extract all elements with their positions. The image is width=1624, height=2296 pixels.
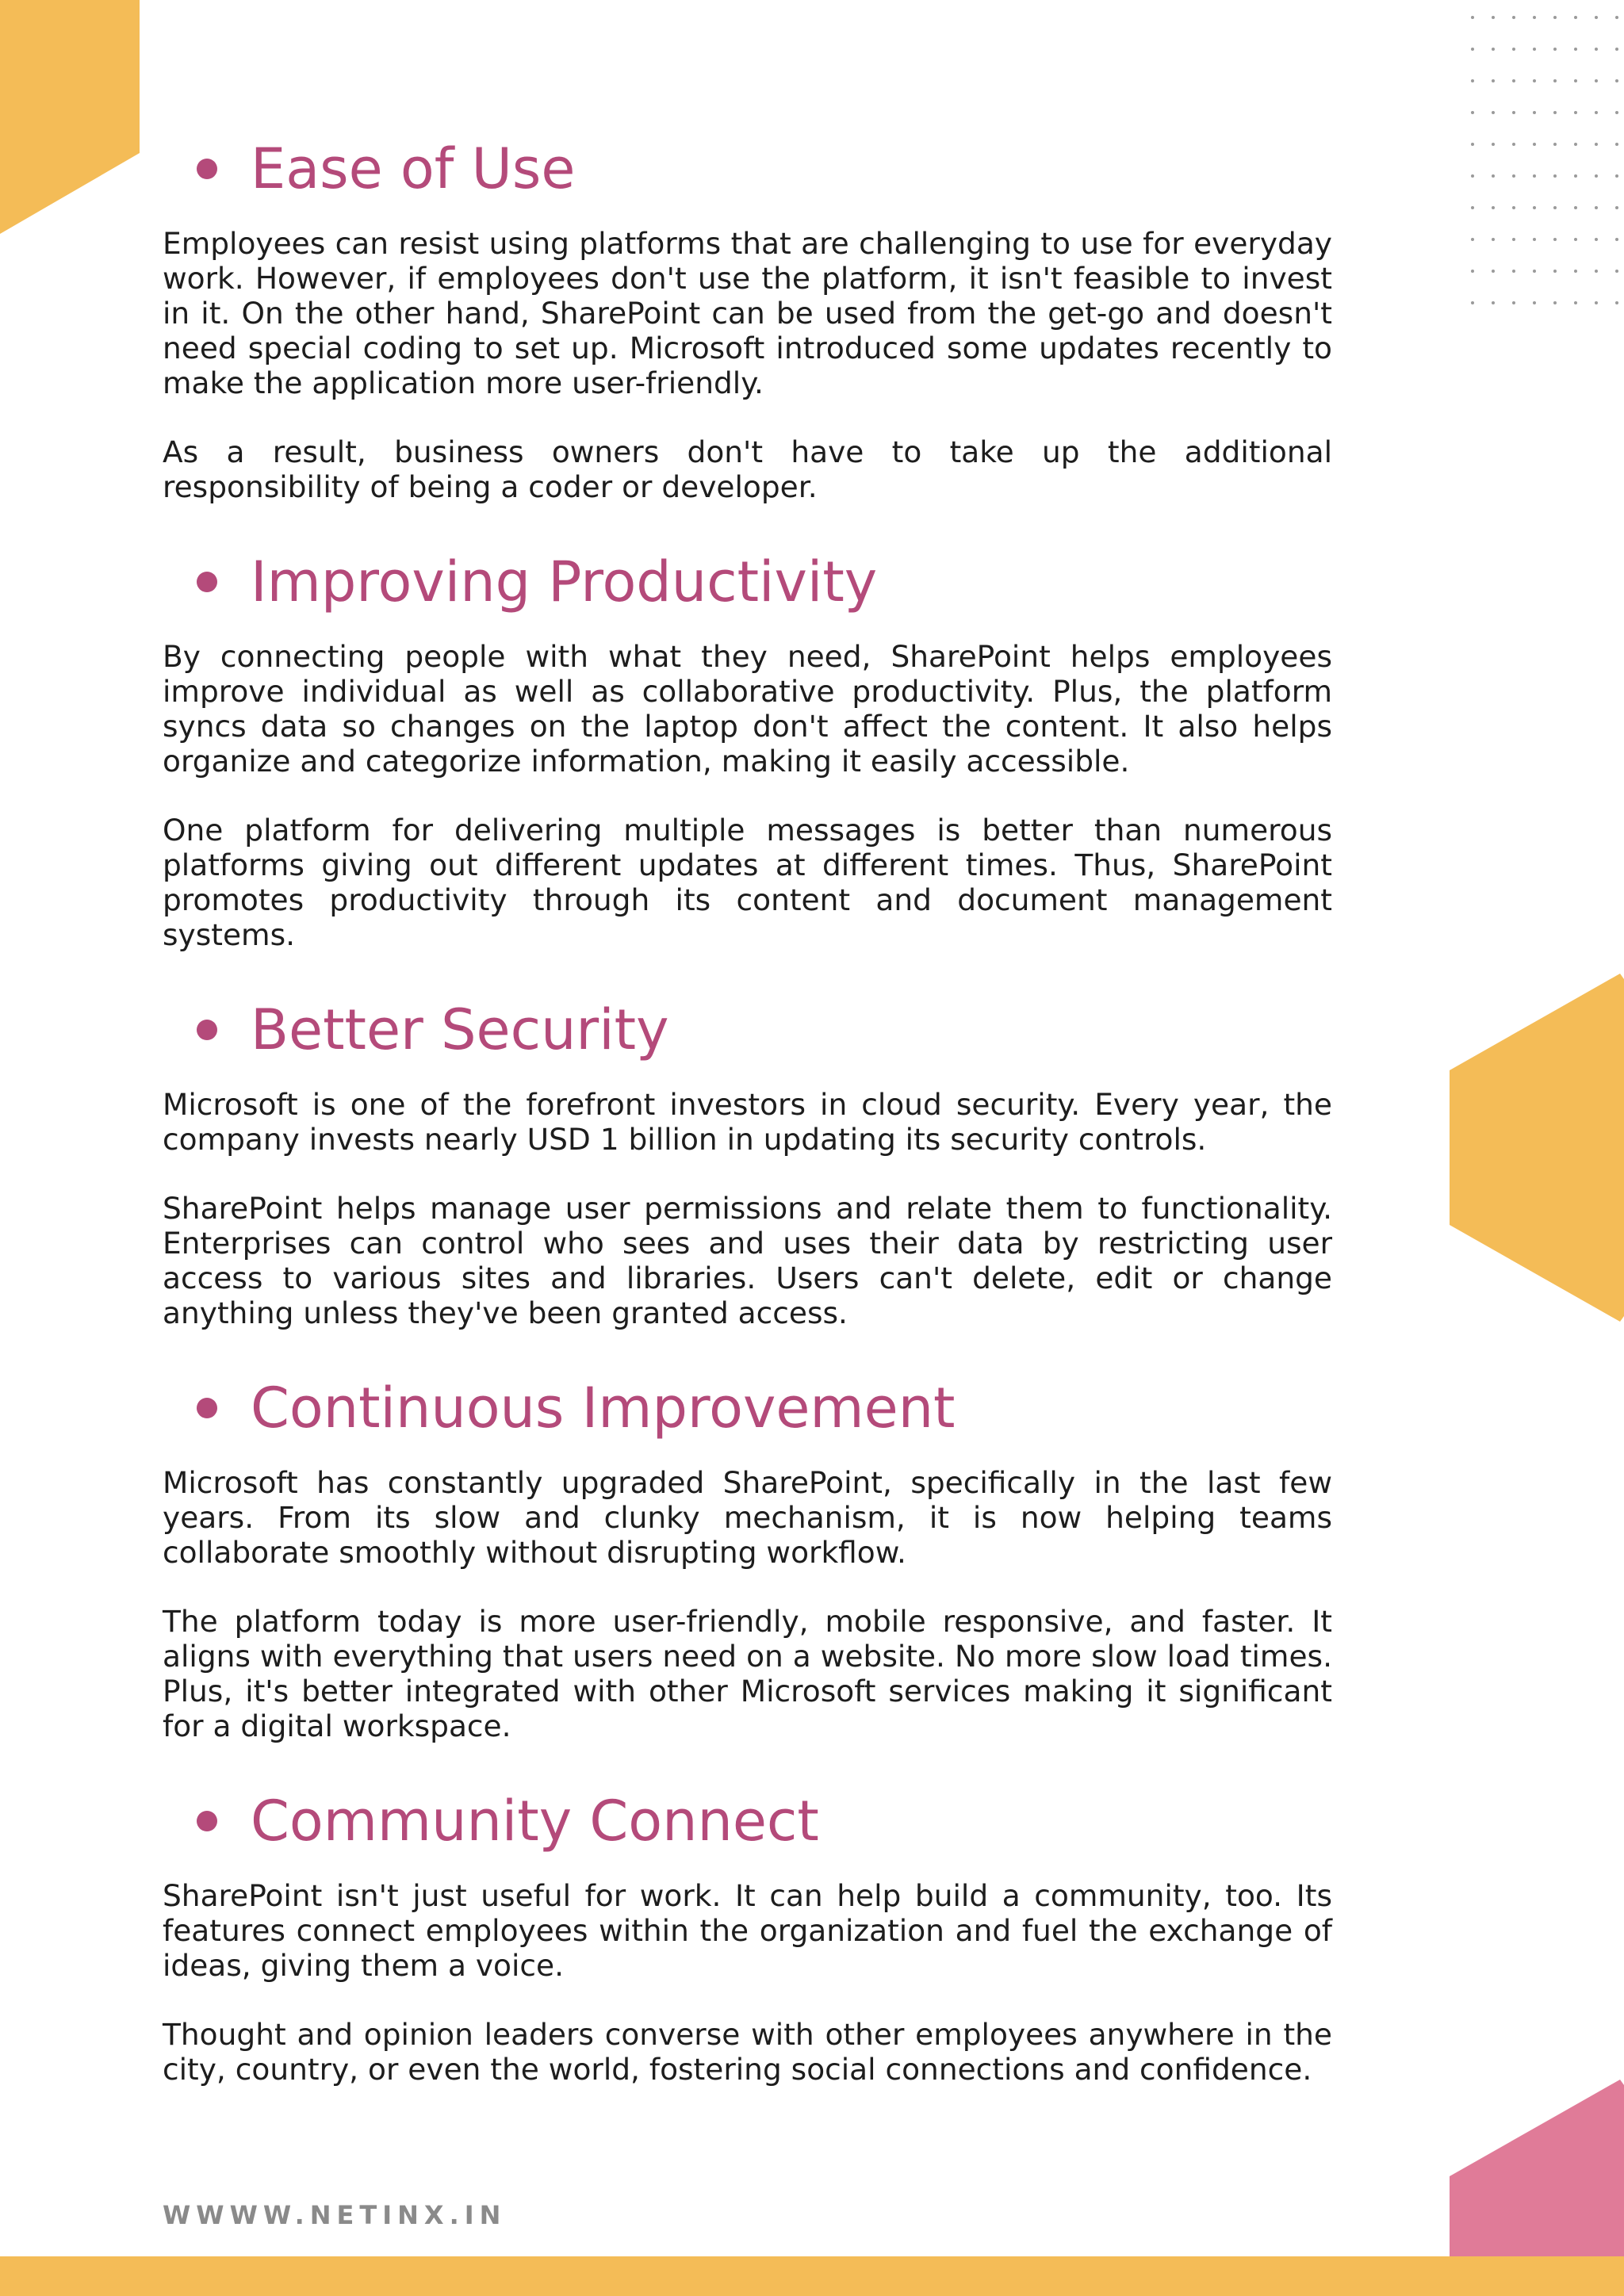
grid-dot xyxy=(1533,174,1536,178)
grid-dot xyxy=(1595,48,1598,51)
grid-dot xyxy=(1492,206,1495,209)
grid-dot xyxy=(1595,174,1598,178)
grid-dot xyxy=(1512,79,1515,82)
grid-dot xyxy=(1553,143,1557,146)
grid-dot xyxy=(1615,48,1618,51)
grid-dot xyxy=(1595,16,1598,19)
grid-dot xyxy=(1595,270,1598,273)
grid-dot xyxy=(1595,111,1598,114)
grid-dot xyxy=(1471,174,1474,178)
grid-dot xyxy=(1533,301,1536,304)
grid-dot xyxy=(1574,143,1577,146)
grid-dot xyxy=(1574,174,1577,178)
grid-dot xyxy=(1574,16,1577,19)
grid-dot xyxy=(1512,111,1515,114)
grid-dot xyxy=(1492,111,1495,114)
grid-dot xyxy=(1533,270,1536,273)
grid-dot xyxy=(1492,143,1495,146)
grid-dot xyxy=(1512,48,1515,51)
paragraph: Thought and opinion leaders converse with other employees anywhere in the city, country, or even the world, fostering social connections and confidence. xyxy=(163,2017,1332,2087)
grid-dot xyxy=(1595,301,1598,304)
grid-dot xyxy=(1615,238,1618,241)
grid-dot xyxy=(1533,206,1536,209)
grid-dot xyxy=(1615,270,1618,273)
grid-dot xyxy=(1553,301,1557,304)
decorative-hexagon-right xyxy=(1450,971,1624,1324)
grid-dot xyxy=(1615,111,1618,114)
grid-dot xyxy=(1492,79,1495,82)
section-heading xyxy=(163,1368,1332,1448)
section-better-security xyxy=(163,990,1332,1330)
section-heading xyxy=(163,1781,1332,1861)
grid-dot xyxy=(1471,143,1474,146)
grid-dot xyxy=(1492,16,1495,19)
bullet-icon xyxy=(197,1398,217,1418)
grid-dot xyxy=(1553,16,1557,19)
document-body xyxy=(163,129,1332,2125)
grid-dot xyxy=(1574,206,1577,209)
grid-dot xyxy=(1471,48,1474,51)
section-improving-productivity xyxy=(163,542,1332,952)
paragraph: One platform for delivering multiple messages is better than numerous platforms giving out different updates at different times. Thus, SharePoint promotes productivity through its content and document management systems. xyxy=(163,813,1332,952)
grid-dot xyxy=(1512,206,1515,209)
grid-dot xyxy=(1512,270,1515,273)
grid-dot xyxy=(1512,16,1515,19)
grid-dot xyxy=(1595,206,1598,209)
decorative-hexagon-top-left xyxy=(0,0,143,238)
grid-dot xyxy=(1574,270,1577,273)
heading-text: Ease of Use xyxy=(251,136,576,201)
section-ease-of-use xyxy=(163,129,1332,504)
section-heading xyxy=(163,990,1332,1070)
grid-dot xyxy=(1553,270,1557,273)
grid-dot xyxy=(1553,79,1557,82)
heading-text: Better Security xyxy=(251,997,669,1062)
paragraph: SharePoint isn't just useful for work. It can help build a community, too. Its features connect employees within the organization and fuel the exchange of ideas, giving them a voice. xyxy=(163,1878,1332,1983)
grid-dot xyxy=(1615,206,1618,209)
grid-dot xyxy=(1533,16,1536,19)
grid-dot xyxy=(1615,174,1618,178)
grid-dot xyxy=(1492,270,1495,273)
grid-dot xyxy=(1553,206,1557,209)
grid-dot xyxy=(1471,238,1474,241)
grid-dot xyxy=(1492,48,1495,51)
heading-text: Improving Productivity xyxy=(251,549,878,614)
bullet-icon xyxy=(197,572,217,592)
bullet-icon xyxy=(197,1811,217,1831)
grid-dot xyxy=(1615,79,1618,82)
grid-dot xyxy=(1512,238,1515,241)
grid-dot xyxy=(1512,174,1515,178)
grid-dot xyxy=(1615,301,1618,304)
paragraph: The platform today is more user-friendly, mobile responsive, and faster. It aligns with everything that users need on a website. No more slow load times. Plus, it's better integrated with other Microsoft services making it significant for a digital workspace. xyxy=(163,1604,1332,1743)
grid-dot xyxy=(1533,79,1536,82)
grid-dot xyxy=(1553,238,1557,241)
paragraph: Microsoft is one of the forefront investors in cloud security. Every year, the company invests nearly USD 1 billion in updating its security controls. xyxy=(163,1087,1332,1157)
paragraph: By connecting people with what they need, SharePoint helps employees improve individual as well as collaborative productivity. Plus, the platform syncs data so changes on the laptop don't affect the content. It also helps organize and categorize information, making it easily accessible. xyxy=(163,639,1332,779)
paragraph: Microsoft has constantly upgraded SharePoint, specifically in the last few years. From its slow and clunky mechanism, it is now helping teams collaborate smoothly without disrupting workflow. xyxy=(163,1465,1332,1570)
grid-dot xyxy=(1471,79,1474,82)
grid-dot xyxy=(1492,301,1495,304)
grid-dot xyxy=(1574,111,1577,114)
grid-dot xyxy=(1492,174,1495,178)
grid-dot xyxy=(1492,238,1495,241)
heading-text: Community Connect xyxy=(251,1789,819,1854)
grid-dot xyxy=(1471,301,1474,304)
website-link[interactable]: WWWW.NETINX.IN xyxy=(163,2200,507,2230)
grid-dot xyxy=(1512,301,1515,304)
grid-dot xyxy=(1615,143,1618,146)
grid-dot xyxy=(1595,79,1598,82)
grid-dot xyxy=(1533,143,1536,146)
grid-dot xyxy=(1533,111,1536,114)
grid-dot xyxy=(1533,238,1536,241)
paragraph: Employees can resist using platforms that are challenging to use for everyday work. However, if employees don't use the platform, it isn't feasible to invest in it. On the other hand, SharePoint can be used from the get-go and doesn't need special coding to set up. Microsoft introduced some updates recently to make the application more user-friendly. xyxy=(163,226,1332,400)
grid-dot xyxy=(1574,79,1577,82)
decorative-dot-grid xyxy=(1465,0,1624,325)
bullet-icon xyxy=(197,1020,217,1040)
grid-dot xyxy=(1553,48,1557,51)
grid-dot xyxy=(1471,111,1474,114)
section-continuous-improvement xyxy=(163,1368,1332,1743)
grid-dot xyxy=(1471,16,1474,19)
bullet-icon xyxy=(197,159,217,179)
grid-dot xyxy=(1615,16,1618,19)
grid-dot xyxy=(1533,48,1536,51)
paragraph: As a result, business owners don't have to take up the additional responsibility of being a coder or developer. xyxy=(163,434,1332,504)
grid-dot xyxy=(1471,270,1474,273)
grid-dot xyxy=(1553,111,1557,114)
grid-dot xyxy=(1595,238,1598,241)
paragraph: SharePoint helps manage user permissions and relate them to functionality. Enterprises can control who sees and uses their data by restricting user access to various sites and libraries. Users can't delete, edit or change anything unless they've been granted access. xyxy=(163,1191,1332,1330)
grid-dot xyxy=(1574,238,1577,241)
grid-dot xyxy=(1574,48,1577,51)
grid-dot xyxy=(1512,143,1515,146)
grid-dot xyxy=(1595,143,1598,146)
section-heading xyxy=(163,129,1332,209)
section-community-connect xyxy=(163,1781,1332,2087)
grid-dot xyxy=(1574,301,1577,304)
grid-dot xyxy=(1471,206,1474,209)
heading-text: Continuous Improvement xyxy=(251,1376,956,1441)
section-heading xyxy=(163,542,1332,622)
grid-dot xyxy=(1553,174,1557,178)
bottom-accent-bar xyxy=(0,2256,1624,2296)
